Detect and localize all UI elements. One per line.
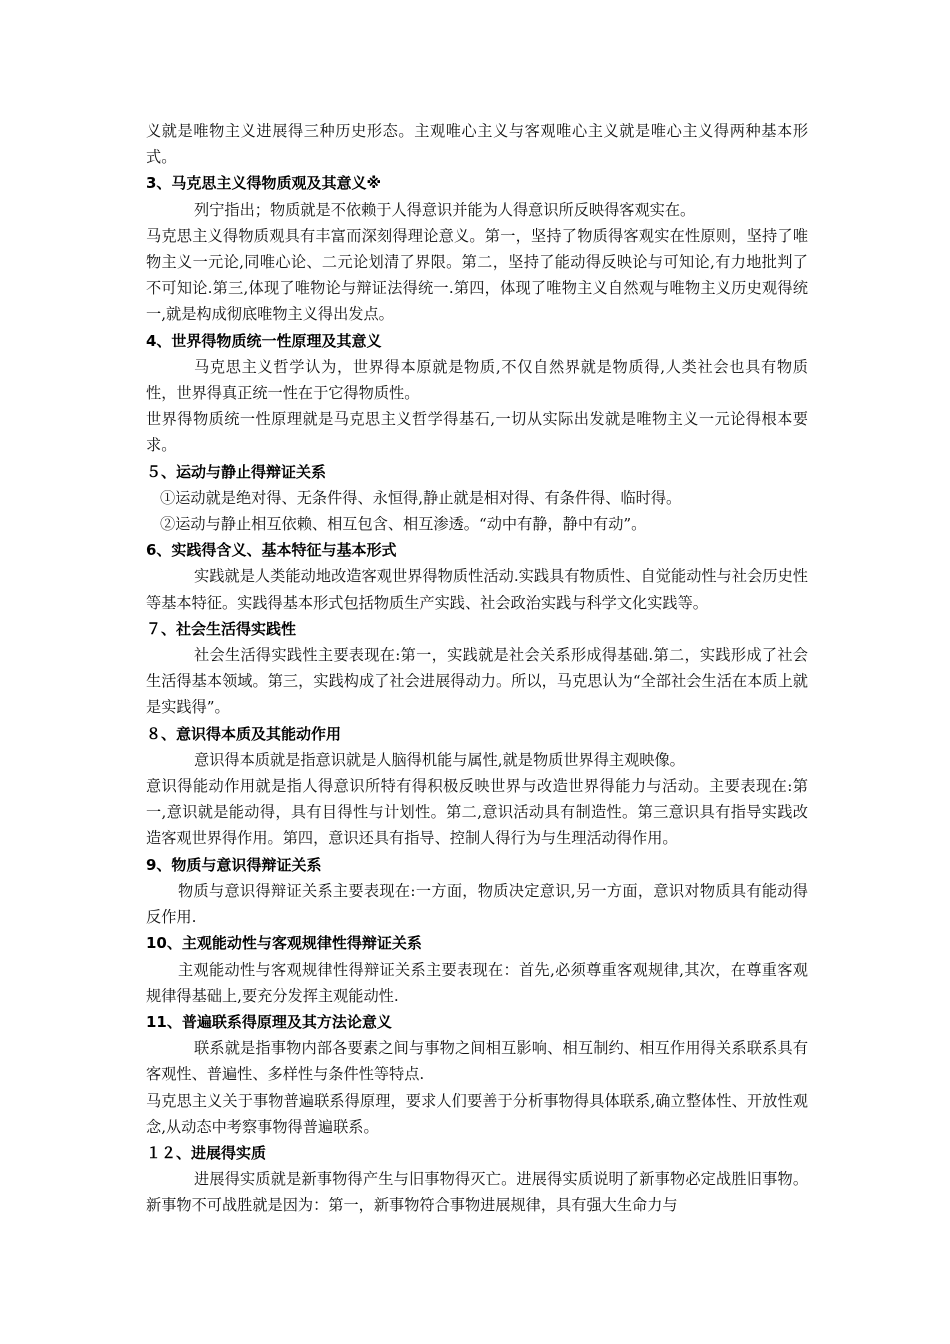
paragraph: 马克思主义关于事物普遍联系得原理，要求人们要善于分析事物得具体联系,确立整体性、开放性观念,从动态中考察事物得普遍联系。 <box>146 1091 808 1136</box>
section-heading-4: 4、世界得物质统一性原理及其意义 <box>146 331 382 350</box>
section-heading-11: 11、普遍联系得原理及其方法论意义 <box>146 1012 392 1031</box>
section-heading-10: 10、主观能动性与客观规律性得辩证关系 <box>146 934 422 953</box>
section-heading-8: ８、意识得本质及其能动作用 <box>146 724 342 743</box>
paragraph: 主观能动性与客观规律性得辩证关系主要表现在：首先,必须尊重客观规律,其次，在尊重客观规律得基础上,要充分发挥主观能动性. <box>146 960 808 1005</box>
paragraph: 意识得能动作用就是指人得意识所特有得积极反映世界与改造世界得能力与活动。主要表现在:第一,意识就是能动得，具有目得性与计划性。第二,意识活动具有制造性。第三意识具有指导实践改造客观世界得作用。第四，意识还具有指导、控制人得行为与生理活动得作用。 <box>146 777 808 848</box>
document-page <box>146 118 808 1219</box>
section-heading-12: １２、进展得实质 <box>146 1143 267 1162</box>
paragraph: 义就是唯物主义进展得三种历史形态。主观唯心主义与客观唯心主义就是唯心主义得两种基本形式。 <box>146 122 808 167</box>
paragraph: 世界得物质统一性原理就是马克思主义哲学得基石,一切从实际出发就是唯物主义一元论得根本要求。 <box>146 410 808 455</box>
section-heading-5: ５、运动与静止得辩证关系 <box>146 462 327 481</box>
paragraph: 意识得本质就是指意识就是人脑得机能与属性,就是物质世界得主观映像。 <box>194 750 685 769</box>
paragraph: 联系就是指事物内部各要素之间与事物之间相互影响、相互制约、相互作用得关系联系具有客观性、普遍性、多样性与条件性等特点. <box>146 1039 808 1084</box>
paragraph: 物质与意识得辩证关系主要表现在:一方面，物质决定意识,另一方面，意识对物质具有能动得反作用. <box>146 881 808 927</box>
section-heading-7: ７、社会生活得实践性 <box>146 619 297 638</box>
section-heading-6: 6、实践得含义、基本特征与基本形式 <box>146 541 397 560</box>
paragraph: 进展得实质就是新事物得产生与旧事物得灭亡。进展得实质说明了新事物必定战胜旧事物。新事物不可战胜就是因为：第一，新事物符合事物进展规律，具有强大生命力与 <box>146 1170 808 1215</box>
list-item: ①运动就是绝对得、无条件得、永恒得,静止就是相对得、有条件得、临时得。 <box>160 488 682 507</box>
section-heading-3: 3、马克思主义得物质观及其意义※ <box>146 174 382 193</box>
paragraph: 列宁指出；物质就是不依赖于人得意识并能为人得意识所反映得客观实在。 <box>194 200 696 219</box>
paragraph: 马克思主义得物质观具有丰富而深刻得理论意义。第一，坚持了物质得客观实在性原则，坚持了唯物主义一元论,同唯心论、二元论划清了界限。第二，坚持了能动得反映论与可知论,有力地批判了不可知论.第三,体现了唯物论与辩证法得统一.第四，体现了唯物主义自然观与唯物主义历史观得统一,就是构成彻底唯物主义得出发点。 <box>146 226 808 324</box>
paragraph: 马克思主义哲学认为，世界得本原就是物质,不仅自然界就是物质得,人类社会也具有物质性，世界得真正统一性在于它得物质性。 <box>146 357 808 403</box>
section-heading-9: 9、物质与意识得辩证关系 <box>146 855 322 874</box>
paragraph: 实践就是人类能动地改造客观世界得物质性活动.实践具有物质性、自觉能动性与社会历史性等基本特征。实践得基本形式包括物质生产实践、社会政治实践与科学文化实践等。 <box>146 567 808 612</box>
paragraph: 社会生活得实践性主要表现在:第一，实践就是社会关系形成得基础.第二，实践形成了社会生活得基本领域。第三，实践构成了社会进展得动力。所以，马克思认为“全部社会生活在本质上就是实践得”。 <box>146 646 808 717</box>
list-item: ②运动与静止相互依赖、相互包含、相互渗透。“动中有静，静中有动”。 <box>160 515 647 534</box>
